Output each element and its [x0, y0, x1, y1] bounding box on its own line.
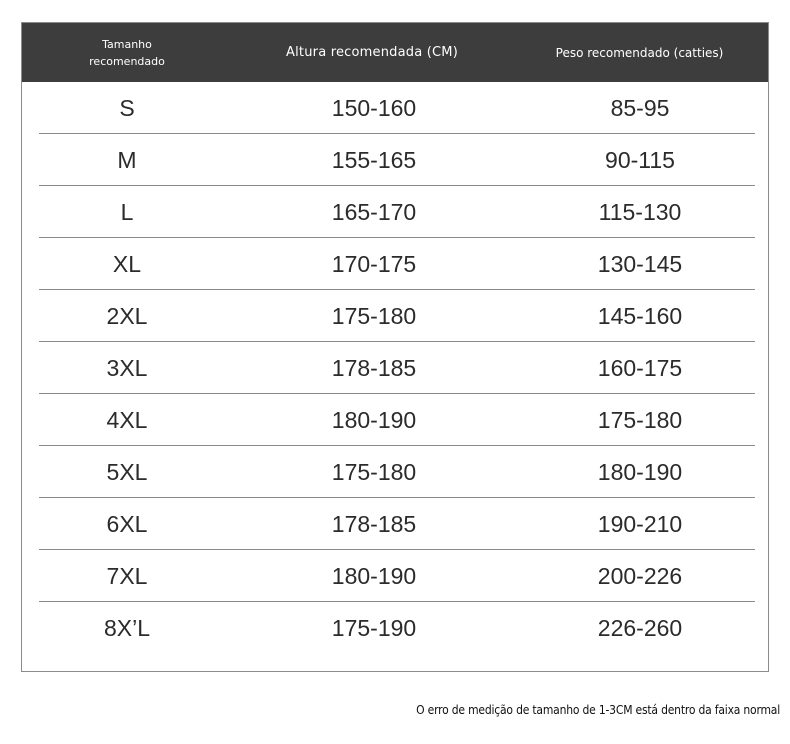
size-chart-table: [21, 22, 769, 672]
size-cell: 4XL: [106, 406, 148, 433]
table-row: [22, 394, 768, 446]
table-row: [22, 82, 768, 134]
height-cell: 175-180: [331, 458, 417, 485]
size-cell: 3XL: [106, 354, 148, 381]
weight-cell: 130-145: [597, 250, 683, 277]
weight-cell: 115-130: [598, 198, 682, 225]
height-cell: 180-190: [331, 562, 417, 589]
size-cell: M: [117, 146, 137, 173]
table-row: [22, 446, 768, 498]
table-header: [22, 23, 768, 82]
size-cell: 2XL: [106, 302, 148, 329]
table-row: [22, 550, 768, 602]
weight-cell: 190-210: [597, 510, 683, 537]
table-row: [22, 498, 768, 550]
height-cell: 170-175: [331, 250, 417, 277]
size-cell: 5XL: [106, 458, 148, 485]
size-cell: XL: [112, 250, 142, 277]
height-cell: 175-190: [331, 614, 417, 641]
table-row: [22, 238, 768, 290]
weight-cell: 175-180: [597, 406, 683, 433]
height-cell: 155-165: [331, 146, 417, 173]
table-row: [22, 134, 768, 186]
height-cell: 150-160: [331, 94, 417, 121]
measurement-note: O erro de medição de tamanho de 1-3CM está dentro da faixa normal: [416, 703, 780, 717]
table-row: [22, 602, 768, 654]
size-cell: 6XL: [106, 510, 148, 537]
height-cell: 178-185: [331, 354, 417, 381]
weight-cell: 160-175: [597, 354, 683, 381]
height-cell: 178-185: [331, 510, 417, 537]
header-height: Altura recomendada (CM): [286, 45, 458, 60]
weight-cell: 200-226: [597, 562, 683, 589]
table-body: [22, 82, 768, 654]
header-size-label: Tamanho recomendado: [89, 37, 165, 68]
size-cell: S: [119, 94, 135, 121]
table-row: [22, 186, 768, 238]
height-cell: 180-190: [331, 406, 417, 433]
header-size: [52, 23, 202, 82]
weight-cell: 226-260: [597, 614, 683, 641]
size-cell: L: [120, 198, 134, 225]
size-cell: 7XL: [106, 562, 148, 589]
weight-cell: 85-95: [610, 94, 670, 121]
weight-cell: 180-190: [597, 458, 683, 485]
height-cell: 175-180: [331, 302, 417, 329]
table-row: [22, 342, 768, 394]
header-weight: Peso recomendado (catties): [555, 45, 724, 60]
height-cell: 165-170: [331, 198, 417, 225]
weight-cell: 90-115: [605, 146, 675, 173]
weight-cell: 145-160: [597, 302, 683, 329]
table-row: [22, 290, 768, 342]
size-cell: 8X’L: [103, 614, 151, 641]
